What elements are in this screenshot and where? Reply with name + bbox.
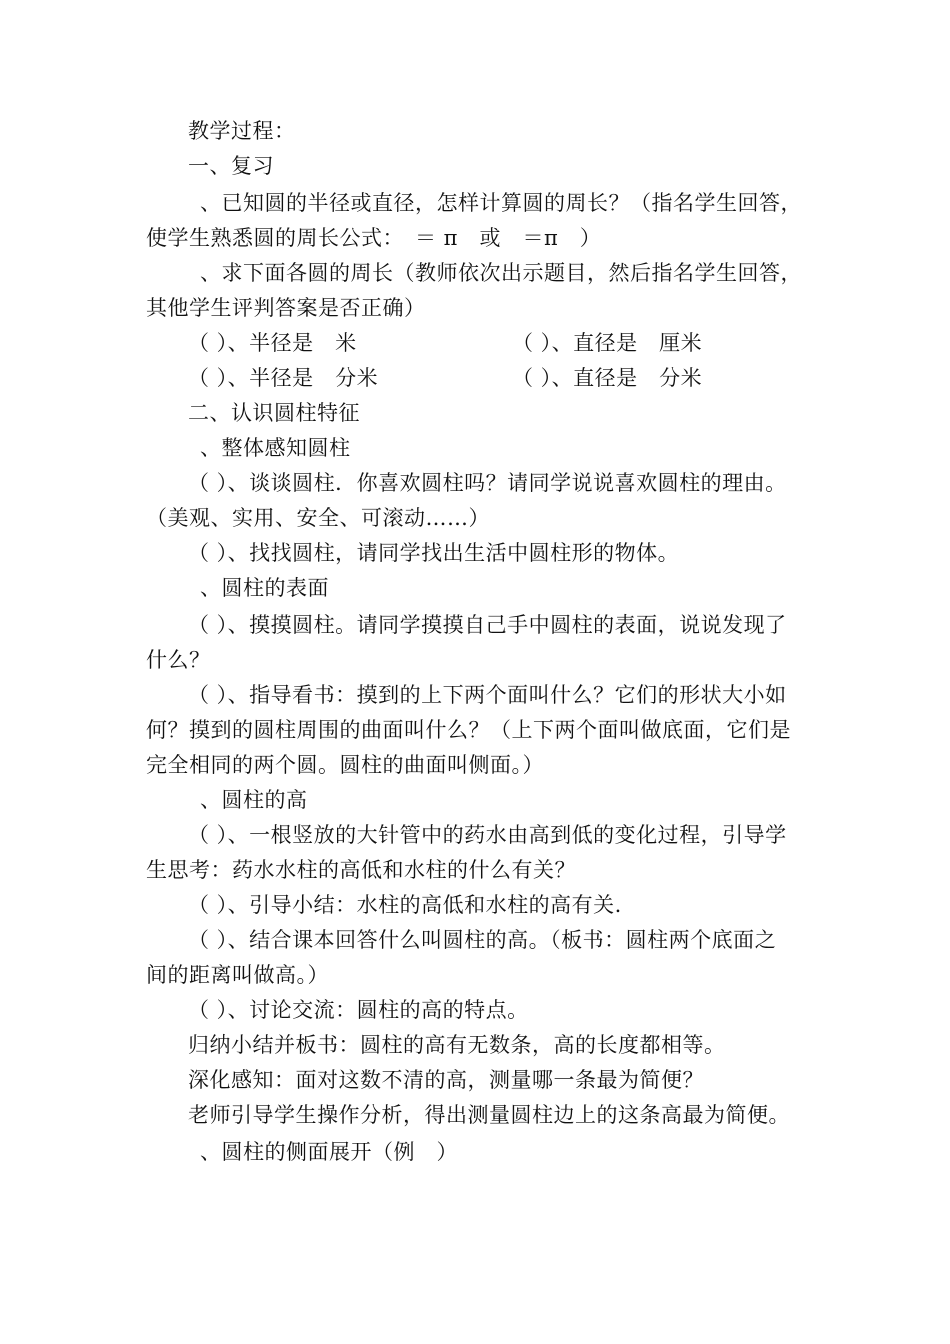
heading-teaching-process: 教学过程： bbox=[188, 119, 296, 143]
paragraph-line: （ ）、指导看书：摸到的上下两个面叫什么？它们的形状大小如 bbox=[188, 683, 787, 707]
subsection-heading: 、圆柱的表面 bbox=[200, 576, 329, 600]
paragraph-line: 老师引导学生操作分析，得出测量圆柱边上的这条高最为简便。 bbox=[188, 1103, 790, 1127]
paragraph-line: 何？摸到的圆柱周围的曲面叫什么？（上下两个面叫做底面，它们是 bbox=[146, 718, 791, 742]
subsection-heading: 、圆柱的高 bbox=[200, 788, 308, 812]
exercise-item: （ ）、直径是 厘米 bbox=[512, 331, 703, 355]
exercise-item: （ ）、半径是 米 bbox=[188, 331, 357, 355]
paragraph-line: （ ）、谈谈圆柱．你喜欢圆柱吗？请同学说说喜欢圆柱的理由。 bbox=[188, 471, 787, 495]
paragraph-line: 、求下面各圆的周长（教师依次出示题目，然后指名学生回答， bbox=[200, 261, 802, 285]
paragraph-line: （美观、实用、安全、可滚动……） bbox=[146, 506, 490, 530]
paragraph-line: （ ）、摸摸圆柱。请同学摸摸自己手中圆柱的表面，说说发现了 bbox=[188, 613, 787, 637]
subsection-heading: 、整体感知圆柱 bbox=[200, 436, 351, 460]
exercise-item: （ ）、直径是 分米 bbox=[512, 366, 703, 390]
subsection-heading: 、圆柱的侧面展开（例 ） bbox=[200, 1140, 458, 1164]
paragraph-line: 生思考：药水水柱的高低和水柱的什么有关？ bbox=[146, 858, 576, 882]
paragraph-line: 其他学生评判答案是否正确） bbox=[146, 296, 426, 320]
exercise-item: （ ）、半径是 分米 bbox=[188, 366, 379, 390]
section-cylinder-heading: 二、认识圆柱特征 bbox=[188, 401, 360, 425]
paragraph-line: （ ）、结合课本回答什么叫圆柱的高。（板书：圆柱两个底面之 bbox=[188, 928, 777, 952]
paragraph-line: 间的距离叫做高。） bbox=[146, 963, 329, 987]
paragraph-line: 什么？ bbox=[146, 648, 211, 672]
section-review-heading: 一、复习 bbox=[188, 154, 274, 178]
paragraph-line: （ ）、一根竖放的大针管中的药水由高到低的变化过程，引导学 bbox=[188, 823, 787, 847]
paragraph-line: 深化感知：面对这数不清的高，测量哪一条最为简便？ bbox=[188, 1068, 704, 1092]
paragraph-line: （ ）、找找圆柱，请同学找出生活中圆柱形的物体。 bbox=[188, 541, 680, 565]
paragraph-line: 、已知圆的半径或直径，怎样计算圆的周长？（指名学生回答， bbox=[200, 191, 802, 215]
paragraph-line: （ ）、讨论交流：圆柱的高的特点。 bbox=[188, 998, 529, 1022]
paragraph-line: （ ）、引导小结：水柱的高低和水柱的高有关. bbox=[188, 893, 622, 917]
paragraph-line: 归纳小结并板书：圆柱的高有无数条，高的长度都相等。 bbox=[188, 1033, 726, 1057]
paragraph-line: 使学生熟悉圆的周长公式： ＝ π 或 ＝π ） bbox=[146, 226, 602, 250]
paragraph-line: 完全相同的两个圆。圆柱的曲面叫侧面。） bbox=[146, 753, 544, 777]
